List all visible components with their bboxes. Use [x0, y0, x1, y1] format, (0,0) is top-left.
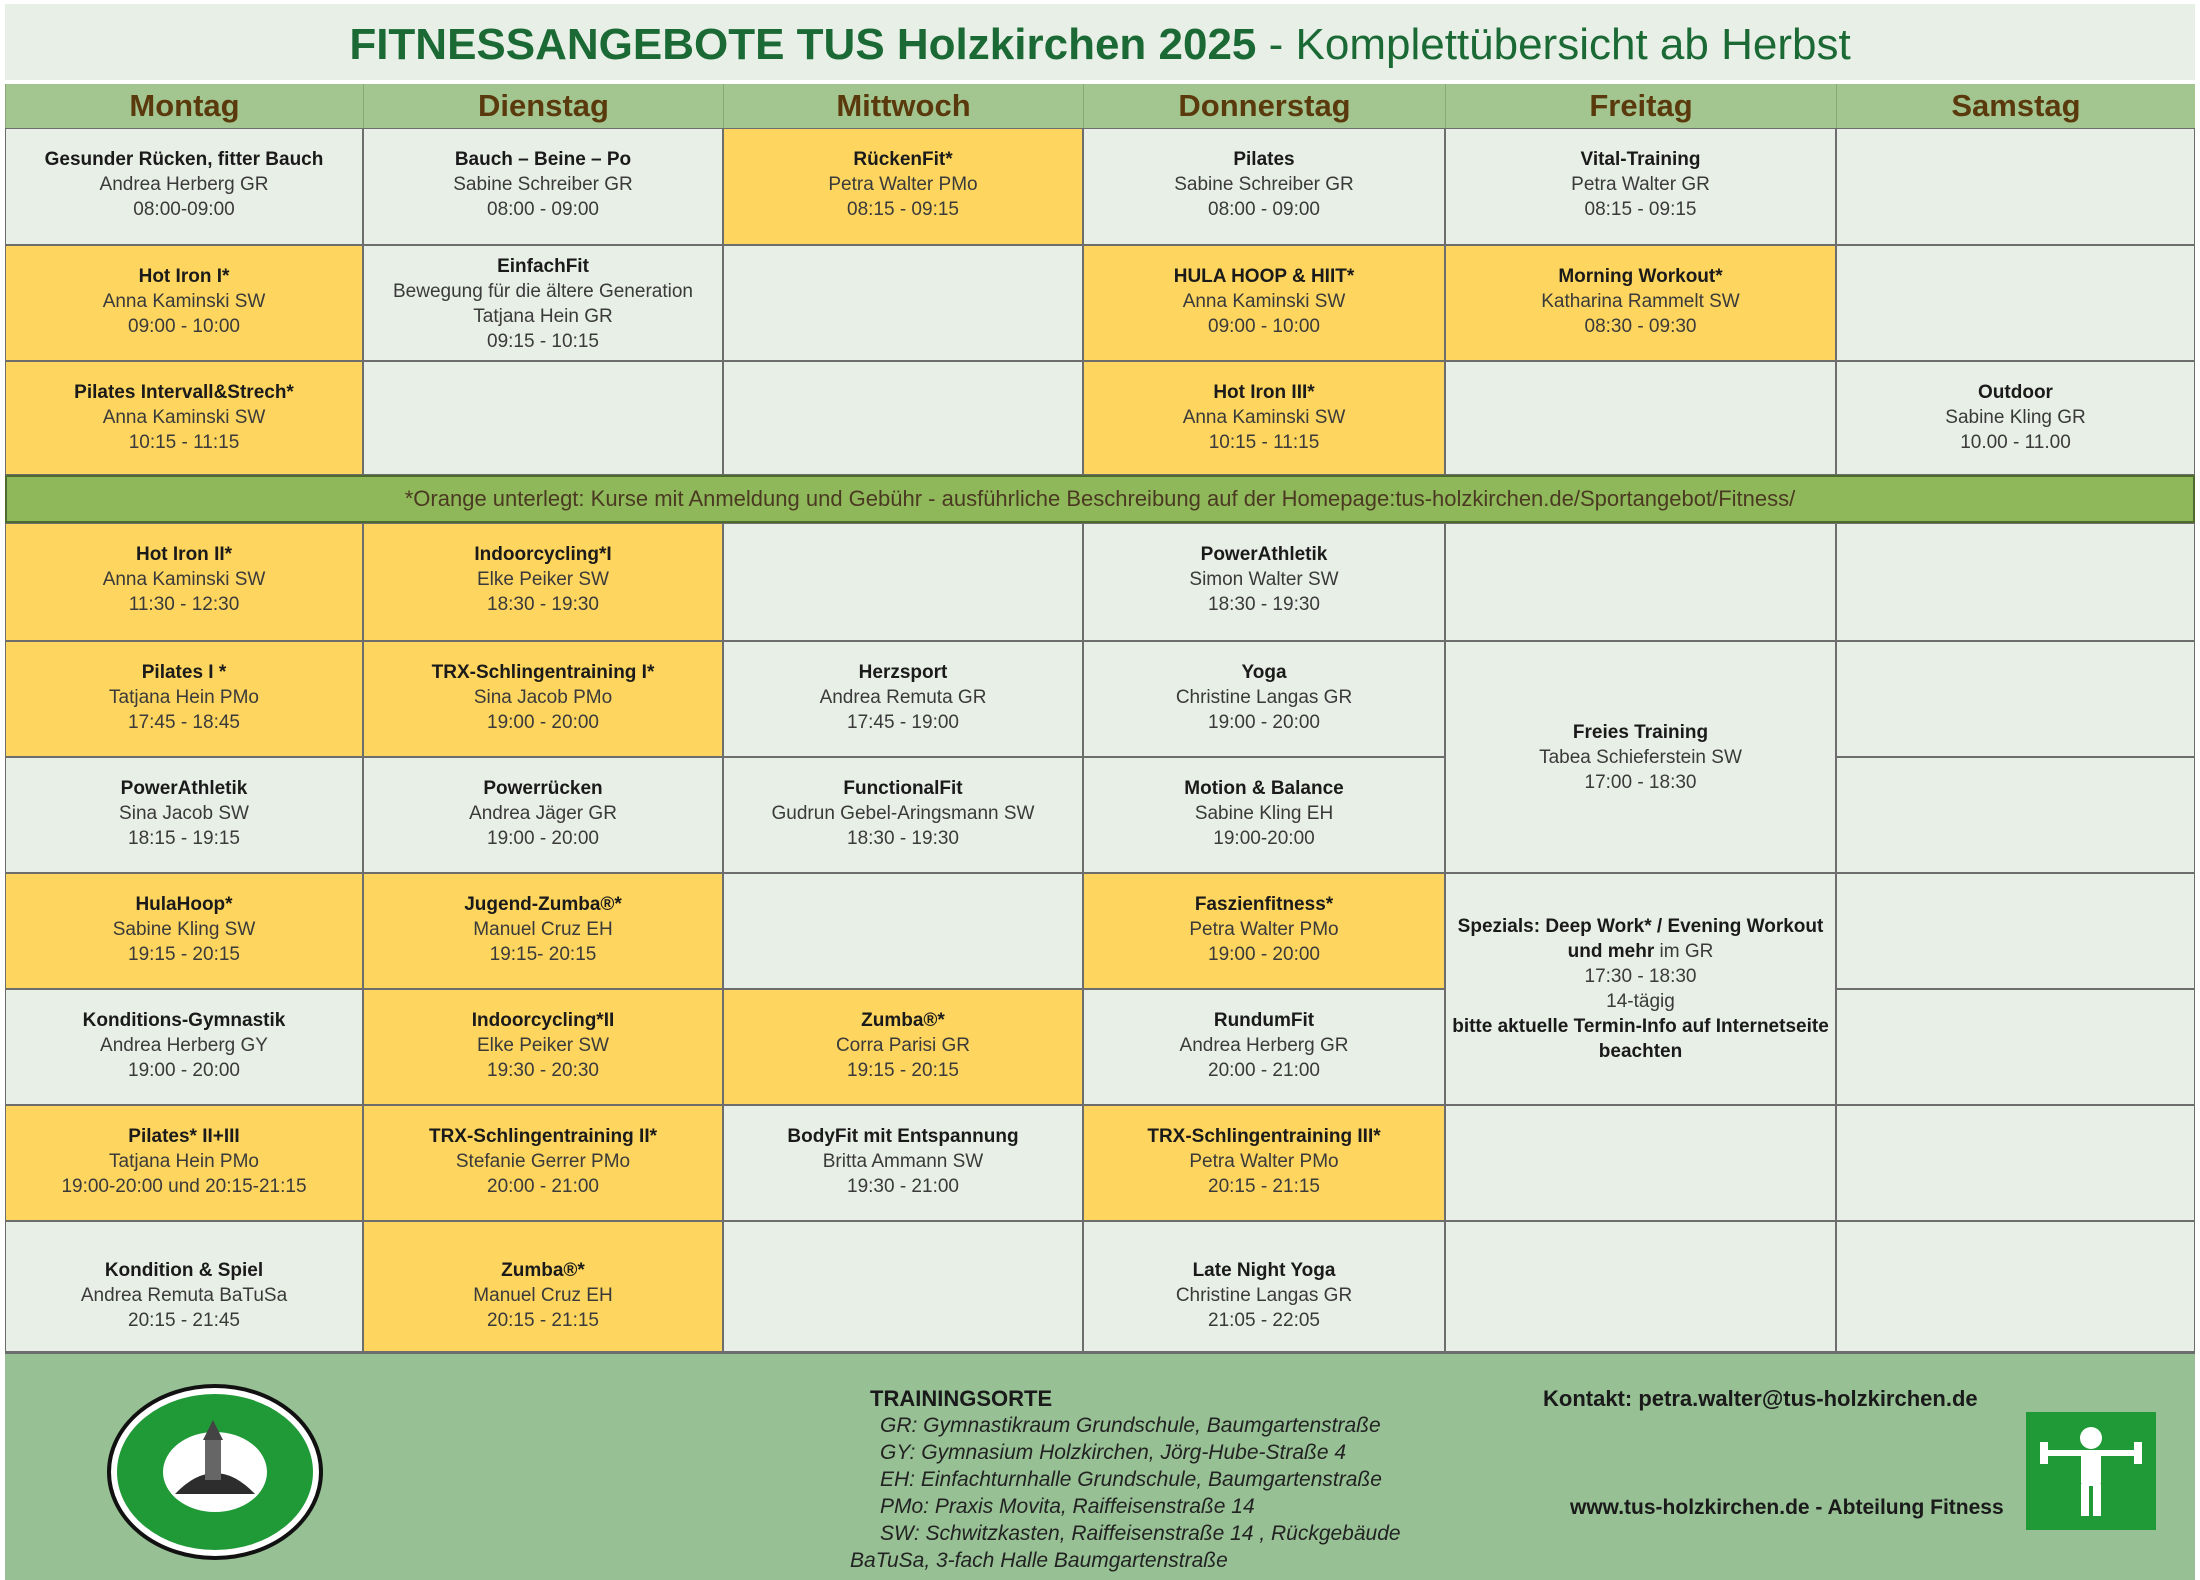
ort-batusa: BaTuSa, 3-fach Halle Baumgartenstraße	[850, 1549, 1228, 1572]
empty-slot	[1836, 641, 2195, 757]
course-name: Outdoor	[1978, 382, 2053, 403]
course-name: HULA HOOP & HIIT*	[1173, 266, 1355, 287]
course-detail: 19:15 - 20:15	[128, 944, 240, 965]
page-title	[5, 4, 2195, 80]
course-name: Indoorcycling*II	[471, 1010, 615, 1031]
course-detail: 19:00 - 20:00	[1208, 944, 1320, 965]
empty-slot	[1445, 1105, 1836, 1221]
day-header-donnerstag: Donnerstag	[1083, 84, 1445, 128]
empty-slot	[723, 873, 1083, 989]
empty-slot	[363, 361, 723, 475]
course-name: TRX-Schlingentraining II*	[428, 1126, 657, 1147]
course-slot	[723, 757, 1083, 873]
course-detail: Tatjana Hein PMo	[109, 687, 259, 708]
course-detail: Sabine Schreiber GR	[453, 174, 633, 195]
empty-slot	[1836, 245, 2195, 361]
course-detail: 19:15- 20:15	[489, 944, 597, 965]
course-detail: 19:00-20:00 und 20:15-21:15	[61, 1176, 307, 1197]
course-detail: Petra Walter PMo	[828, 174, 978, 195]
course-detail: 18:30 - 19:30	[847, 828, 959, 849]
course-detail: 18:30 - 19:30	[1208, 594, 1320, 615]
day-header-mittwoch: Mittwoch	[723, 84, 1083, 128]
weightlifter-icon	[2026, 1412, 2156, 1530]
course-detail: Tatjana Hein GR	[473, 306, 613, 327]
course-name: Jugend-Zumba®*	[464, 894, 622, 915]
course-detail: 20:00 - 21:00	[487, 1176, 599, 1197]
course-detail: 20:15 - 21:45	[128, 1310, 240, 1331]
course-slot	[363, 523, 723, 641]
course-detail: Elke Peiker SW	[477, 1035, 609, 1056]
course-detail: 17:00 - 18:30	[1584, 772, 1697, 793]
course-detail: Christine Langas GR	[1175, 687, 1353, 708]
course-slot	[1083, 245, 1445, 361]
course-detail: 10:15 - 11:15	[1208, 432, 1320, 453]
course-slot	[363, 1105, 723, 1221]
course-name: HulaHoop*	[135, 894, 233, 915]
course-detail: 08:15 - 09:15	[1584, 199, 1697, 220]
course-name: Bauch – Beine – Po	[454, 149, 632, 170]
course-detail: Manuel Cruz EH	[473, 1285, 613, 1306]
course-detail: 08:00-09:00	[133, 199, 235, 220]
course-slot	[363, 245, 723, 361]
course-name: Hot Iron I*	[138, 266, 230, 287]
course-detail: Anna Kaminski SW	[102, 407, 266, 428]
course-detail: 18:15 - 19:15	[128, 828, 240, 849]
course-slot	[1445, 873, 1836, 1105]
course-slot	[5, 128, 363, 245]
empty-slot	[1836, 873, 2195, 989]
course-name: Hot Iron II*	[135, 544, 233, 565]
day-header-dienstag: Dienstag	[363, 84, 723, 128]
day-header-freitag: Freitag	[1445, 84, 1836, 128]
course-slot	[5, 989, 363, 1105]
course-detail: 20:15 - 21:15	[487, 1310, 599, 1331]
course-slot	[723, 128, 1083, 245]
course-line: 17:30 - 18:30	[1584, 966, 1697, 987]
course-detail: Andrea Remuta GR	[819, 687, 987, 708]
course-name: RückenFit*	[853, 149, 953, 170]
course-line-bold: und mehr	[1567, 941, 1655, 962]
course-detail: Andrea Jäger GR	[469, 803, 617, 824]
course-name: Zumba®*	[501, 1260, 585, 1281]
course-detail: Andrea Remuta BaTuSa	[80, 1285, 288, 1306]
course-slot	[363, 128, 723, 245]
course-slot	[1445, 128, 1836, 245]
ort-eh: EH: Einfachturnhalle Grundschule, Baumgartenstraße	[880, 1468, 1382, 1491]
course-detail: 19:00-20:00	[1213, 828, 1315, 849]
course-name: Powerrücken	[483, 778, 603, 799]
day-header-montag: Montag	[5, 84, 363, 128]
course-slot	[723, 989, 1083, 1105]
course-name: EinfachFit	[497, 256, 589, 277]
course-line: 14-tägig	[1606, 991, 1675, 1012]
course-slot	[5, 523, 363, 641]
course-name: TRX-Schlingentraining I*	[431, 662, 655, 683]
course-name: FunctionalFit	[843, 778, 963, 799]
course-name: Gesunder Rücken, fitter Bauch	[44, 149, 324, 170]
course-slot	[5, 757, 363, 873]
empty-slot	[723, 361, 1083, 475]
course-name: Hot Iron III*	[1213, 382, 1315, 403]
course-detail: Petra Walter PMo	[1189, 1151, 1339, 1172]
course-detail: Sina Jacob PMo	[473, 687, 613, 708]
course-name: Konditions-Gymnastik	[82, 1010, 286, 1031]
course-slot	[1083, 989, 1445, 1105]
ort-gy: GY: Gymnasium Holzkirchen, Jörg-Hube-Straße 4	[880, 1441, 1347, 1464]
course-slot	[5, 641, 363, 757]
course-name: Indoorcycling*I	[474, 544, 612, 565]
course-slot	[363, 757, 723, 873]
course-name: PowerAthletik	[1200, 544, 1328, 565]
course-detail: Bewegung für die ältere Generation	[393, 281, 693, 302]
course-detail: Sabine Kling GR	[1945, 407, 2086, 428]
course-detail: Corra Parisi GR	[835, 1035, 971, 1056]
course-name: Late Night Yoga	[1192, 1260, 1336, 1281]
course-name: Pilates* II+III	[128, 1126, 240, 1147]
course-detail: 19:00 - 20:00	[487, 828, 599, 849]
course-slot	[5, 245, 363, 361]
course-slot	[1083, 757, 1445, 873]
course-detail: Britta Ammann SW	[822, 1151, 984, 1172]
course-name: BodyFit mit Entspannung	[787, 1126, 1019, 1147]
course-detail: 17:45 - 19:00	[847, 712, 959, 733]
course-detail: 19:15 - 20:15	[847, 1060, 959, 1081]
course-slot	[1836, 361, 2195, 475]
course-detail: 19:30 - 20:30	[487, 1060, 599, 1081]
course-slot	[5, 1221, 363, 1352]
course-line-text: im GR	[1654, 941, 1714, 962]
course-detail: Elke Peiker SW	[477, 569, 609, 590]
course-detail: Anna Kaminski SW	[102, 291, 266, 312]
course-slot	[363, 989, 723, 1105]
course-detail: Tatjana Hein PMo	[109, 1151, 259, 1172]
course-detail: Petra Walter PMo	[1189, 919, 1339, 940]
course-detail: 19:00 - 20:00	[1208, 712, 1320, 733]
course-name: Morning Workout*	[1558, 266, 1723, 287]
course-slot	[363, 873, 723, 989]
tus-logo	[105, 1382, 325, 1562]
empty-slot	[1445, 361, 1836, 475]
course-detail: Anna Kaminski SW	[1182, 291, 1346, 312]
course-slot	[723, 641, 1083, 757]
course-slot	[1445, 641, 1836, 873]
course-slot	[1083, 128, 1445, 245]
course-detail: 08:00 - 09:00	[487, 199, 599, 220]
empty-slot	[1445, 523, 1836, 641]
ort-sw: SW: Schwitzkasten, Raiffeisenstraße 14 , Rückgebäude	[880, 1522, 1401, 1545]
empty-slot	[1836, 1105, 2195, 1221]
course-name: Pilates I *	[141, 662, 227, 683]
day-header-samstag: Samstag	[1836, 84, 2195, 128]
course-name: Pilates	[1233, 149, 1295, 170]
trainingsorte-title: TRAININGSORTE	[870, 1386, 1053, 1411]
course-slot	[5, 873, 363, 989]
course-detail: Andrea Herberg GR	[1179, 1035, 1349, 1056]
course-name: PowerAthletik	[120, 778, 248, 799]
course-detail: Tabea Schieferstein SW	[1539, 747, 1742, 768]
course-slot	[1083, 523, 1445, 641]
course-name: Spezials: Deep Work* / Evening Workout	[1457, 916, 1824, 937]
course-detail: 11:30 - 12:30	[128, 594, 240, 615]
course-detail: Sabine Kling EH	[1194, 803, 1334, 824]
course-detail: Christine Langas GR	[1175, 1285, 1353, 1306]
website-link[interactable]: www.tus-holzkirchen.de - Abteilung Fitness	[1570, 1496, 2004, 1519]
course-slot	[363, 1221, 723, 1352]
course-name: Faszienfitness*	[1194, 894, 1334, 915]
course-detail: Katharina Rammelt SW	[1541, 291, 1740, 312]
course-name: Pilates Intervall&Strech*	[74, 382, 294, 403]
empty-slot	[723, 523, 1083, 641]
course-line: beachten	[1598, 1041, 1683, 1062]
course-detail: 09:00 - 10:00	[1208, 316, 1320, 337]
course-detail: 19:00 - 20:00	[128, 1060, 240, 1081]
course-detail: Manuel Cruz EH	[473, 919, 613, 940]
course-detail: 20:00 - 21:00	[1208, 1060, 1320, 1081]
title-main: FITNESSANGEBOTE TUS Holzkirchen 2025	[349, 20, 1257, 69]
course-name: Kondition & Spiel	[104, 1260, 264, 1281]
course-slot	[723, 1105, 1083, 1221]
course-slot	[5, 1105, 363, 1221]
course-name: Zumba®*	[861, 1010, 945, 1031]
course-detail: 08:15 - 09:15	[847, 199, 959, 220]
empty-slot	[1836, 989, 2195, 1105]
empty-slot	[723, 245, 1083, 361]
course-detail: 10.00 - 11.00	[1960, 432, 2071, 453]
ort-pmo: PMo: Praxis Movita, Raiffeisenstraße 14	[880, 1495, 1255, 1518]
course-detail: 10:15 - 11:15	[128, 432, 240, 453]
course-detail: Sina Jacob SW	[119, 803, 249, 824]
course-detail: 09:00 - 10:00	[128, 316, 240, 337]
course-line	[1568, 939, 1714, 964]
course-detail: Gudrun Gebel-Aringsmann SW	[771, 803, 1035, 824]
course-name: RundumFit	[1213, 1010, 1315, 1031]
course-detail: Anna Kaminski SW	[1182, 407, 1346, 428]
empty-slot	[1836, 1221, 2195, 1352]
title-subtitle: - Komplettübersicht ab Herbst	[1256, 20, 1851, 69]
course-slot	[363, 641, 723, 757]
registration-note-banner: *Orange unterlegt: Kurse mit Anmeldung und Gebühr - ausführliche Beschreibung auf der Homepage:tus-holzkirchen.de/Sportangebot/Fitness/	[5, 475, 2195, 523]
course-detail: 18:30 - 19:30	[487, 594, 599, 615]
course-line: bitte aktuelle Termin-Info auf Internetseite	[1452, 1016, 1829, 1037]
course-detail: 08:00 - 09:00	[1208, 199, 1320, 220]
course-slot	[1445, 245, 1836, 361]
course-name: Herzsport	[858, 662, 948, 683]
ort-gr: GR: Gymnastikraum Grundschule, Baumgartenstraße	[880, 1414, 1381, 1437]
course-slot	[1083, 873, 1445, 989]
course-detail: 09:15 - 10:15	[487, 331, 599, 352]
course-slot	[1083, 361, 1445, 475]
course-detail: Sabine Schreiber GR	[1174, 174, 1354, 195]
contact-email: Kontakt: petra.walter@tus-holzkirchen.de	[1543, 1386, 1978, 1411]
course-name: Vital-Training	[1580, 149, 1701, 170]
course-detail: Stefanie Gerrer PMo	[455, 1151, 631, 1172]
course-detail: 19:30 - 21:00	[847, 1176, 959, 1197]
course-slot	[1083, 1105, 1445, 1221]
course-detail: 21:05 - 22:05	[1208, 1310, 1320, 1331]
course-detail: 08:30 - 09:30	[1584, 316, 1697, 337]
course-name: Freies Training	[1572, 722, 1709, 743]
course-name: Motion & Balance	[1184, 778, 1344, 799]
empty-slot	[723, 1221, 1083, 1352]
empty-slot	[1836, 523, 2195, 641]
empty-slot	[1836, 128, 2195, 245]
empty-slot	[1445, 1221, 1836, 1352]
course-detail: Sabine Kling SW	[112, 919, 256, 940]
course-name: Yoga	[1241, 662, 1287, 683]
course-slot	[1083, 1221, 1445, 1352]
course-detail: 20:15 - 21:15	[1208, 1176, 1320, 1197]
course-name: TRX-Schlingentraining III*	[1147, 1126, 1381, 1147]
course-detail: Petra Walter GR	[1571, 174, 1710, 195]
course-detail: Simon Walter SW	[1189, 569, 1339, 590]
course-detail: Andrea Herberg GY	[100, 1035, 268, 1056]
empty-slot	[1836, 757, 2195, 873]
course-detail: 19:00 - 20:00	[487, 712, 599, 733]
course-detail: Anna Kaminski SW	[102, 569, 266, 590]
course-detail: Andrea Herberg GR	[99, 174, 269, 195]
course-slot	[5, 361, 363, 475]
course-slot	[1083, 641, 1445, 757]
course-detail: 17:45 - 18:45	[128, 712, 240, 733]
